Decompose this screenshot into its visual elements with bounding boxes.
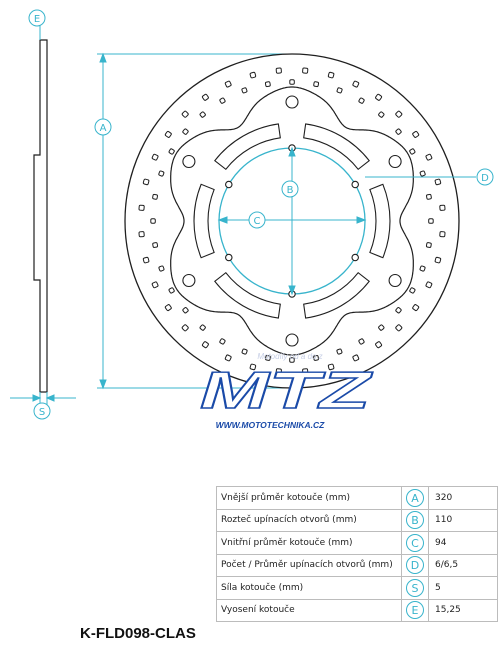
rivet <box>286 96 298 108</box>
spec-key-cell <box>402 532 429 555</box>
rivet <box>389 156 401 168</box>
watermark-logo: MTZ <box>200 362 374 420</box>
label-s: S <box>38 407 46 418</box>
rivet <box>389 275 401 287</box>
spec-label: Vnitřní průměr kotouče (mm) <box>217 532 402 555</box>
spec-label: Síla kotouče (mm) <box>217 577 402 600</box>
spec-key-badge: S <box>406 579 424 597</box>
spec-row <box>217 487 498 510</box>
spec-key-badge: B <box>406 511 424 529</box>
label-a: A <box>99 123 107 134</box>
spec-table <box>216 486 498 622</box>
model-code: K-FLD098-CLAS <box>80 625 196 642</box>
spec-label: Vnější průměr kotouče (mm) <box>217 487 402 510</box>
spec-label: Počet / Průměr upínacích otvorů (mm) <box>217 554 402 577</box>
watermark-caption: Motodíly od a do z <box>257 352 323 361</box>
spec-value: 6/6,5 <box>429 554 498 577</box>
spec-row <box>217 577 498 600</box>
spec-label: Rozteč upínacích otvorů (mm) <box>217 509 402 532</box>
mounting-hole <box>352 181 358 187</box>
spec-key-badge: E <box>406 601 424 619</box>
spec-label: Vyosení kotouče <box>217 599 402 622</box>
spec-key-cell <box>402 509 429 532</box>
spec-value: 94 <box>429 532 498 555</box>
spec-key-badge: C <box>406 534 424 552</box>
spec-value: 15,25 <box>429 599 498 622</box>
rivet <box>183 275 195 287</box>
disc-side-profile <box>34 40 47 392</box>
spec-value: 110 <box>429 509 498 532</box>
mounting-hole <box>226 181 232 187</box>
spec-key-cell <box>402 487 429 510</box>
mounting-hole <box>352 254 358 260</box>
label-b: B <box>286 185 294 196</box>
spec-row <box>217 509 498 532</box>
watermark-url: WWW.MOTOTECHNIKA.CZ <box>215 420 325 430</box>
spec-row <box>217 532 498 555</box>
spec-value: 320 <box>429 487 498 510</box>
rivet <box>286 334 298 346</box>
label-e: E <box>33 14 41 25</box>
spec-key-cell <box>402 577 429 600</box>
spec-row <box>217 599 498 622</box>
spec-key-cell <box>402 599 429 622</box>
spec-key-badge: D <box>406 556 424 574</box>
mounting-hole <box>226 254 232 260</box>
rivet <box>183 156 195 168</box>
label-d: D <box>481 173 489 184</box>
watermark <box>200 352 374 430</box>
spec-key-badge: A <box>406 489 424 507</box>
spec-key-cell <box>402 554 429 577</box>
label-c: C <box>253 216 261 227</box>
spec-row <box>217 554 498 577</box>
spec-value: 5 <box>429 577 498 600</box>
